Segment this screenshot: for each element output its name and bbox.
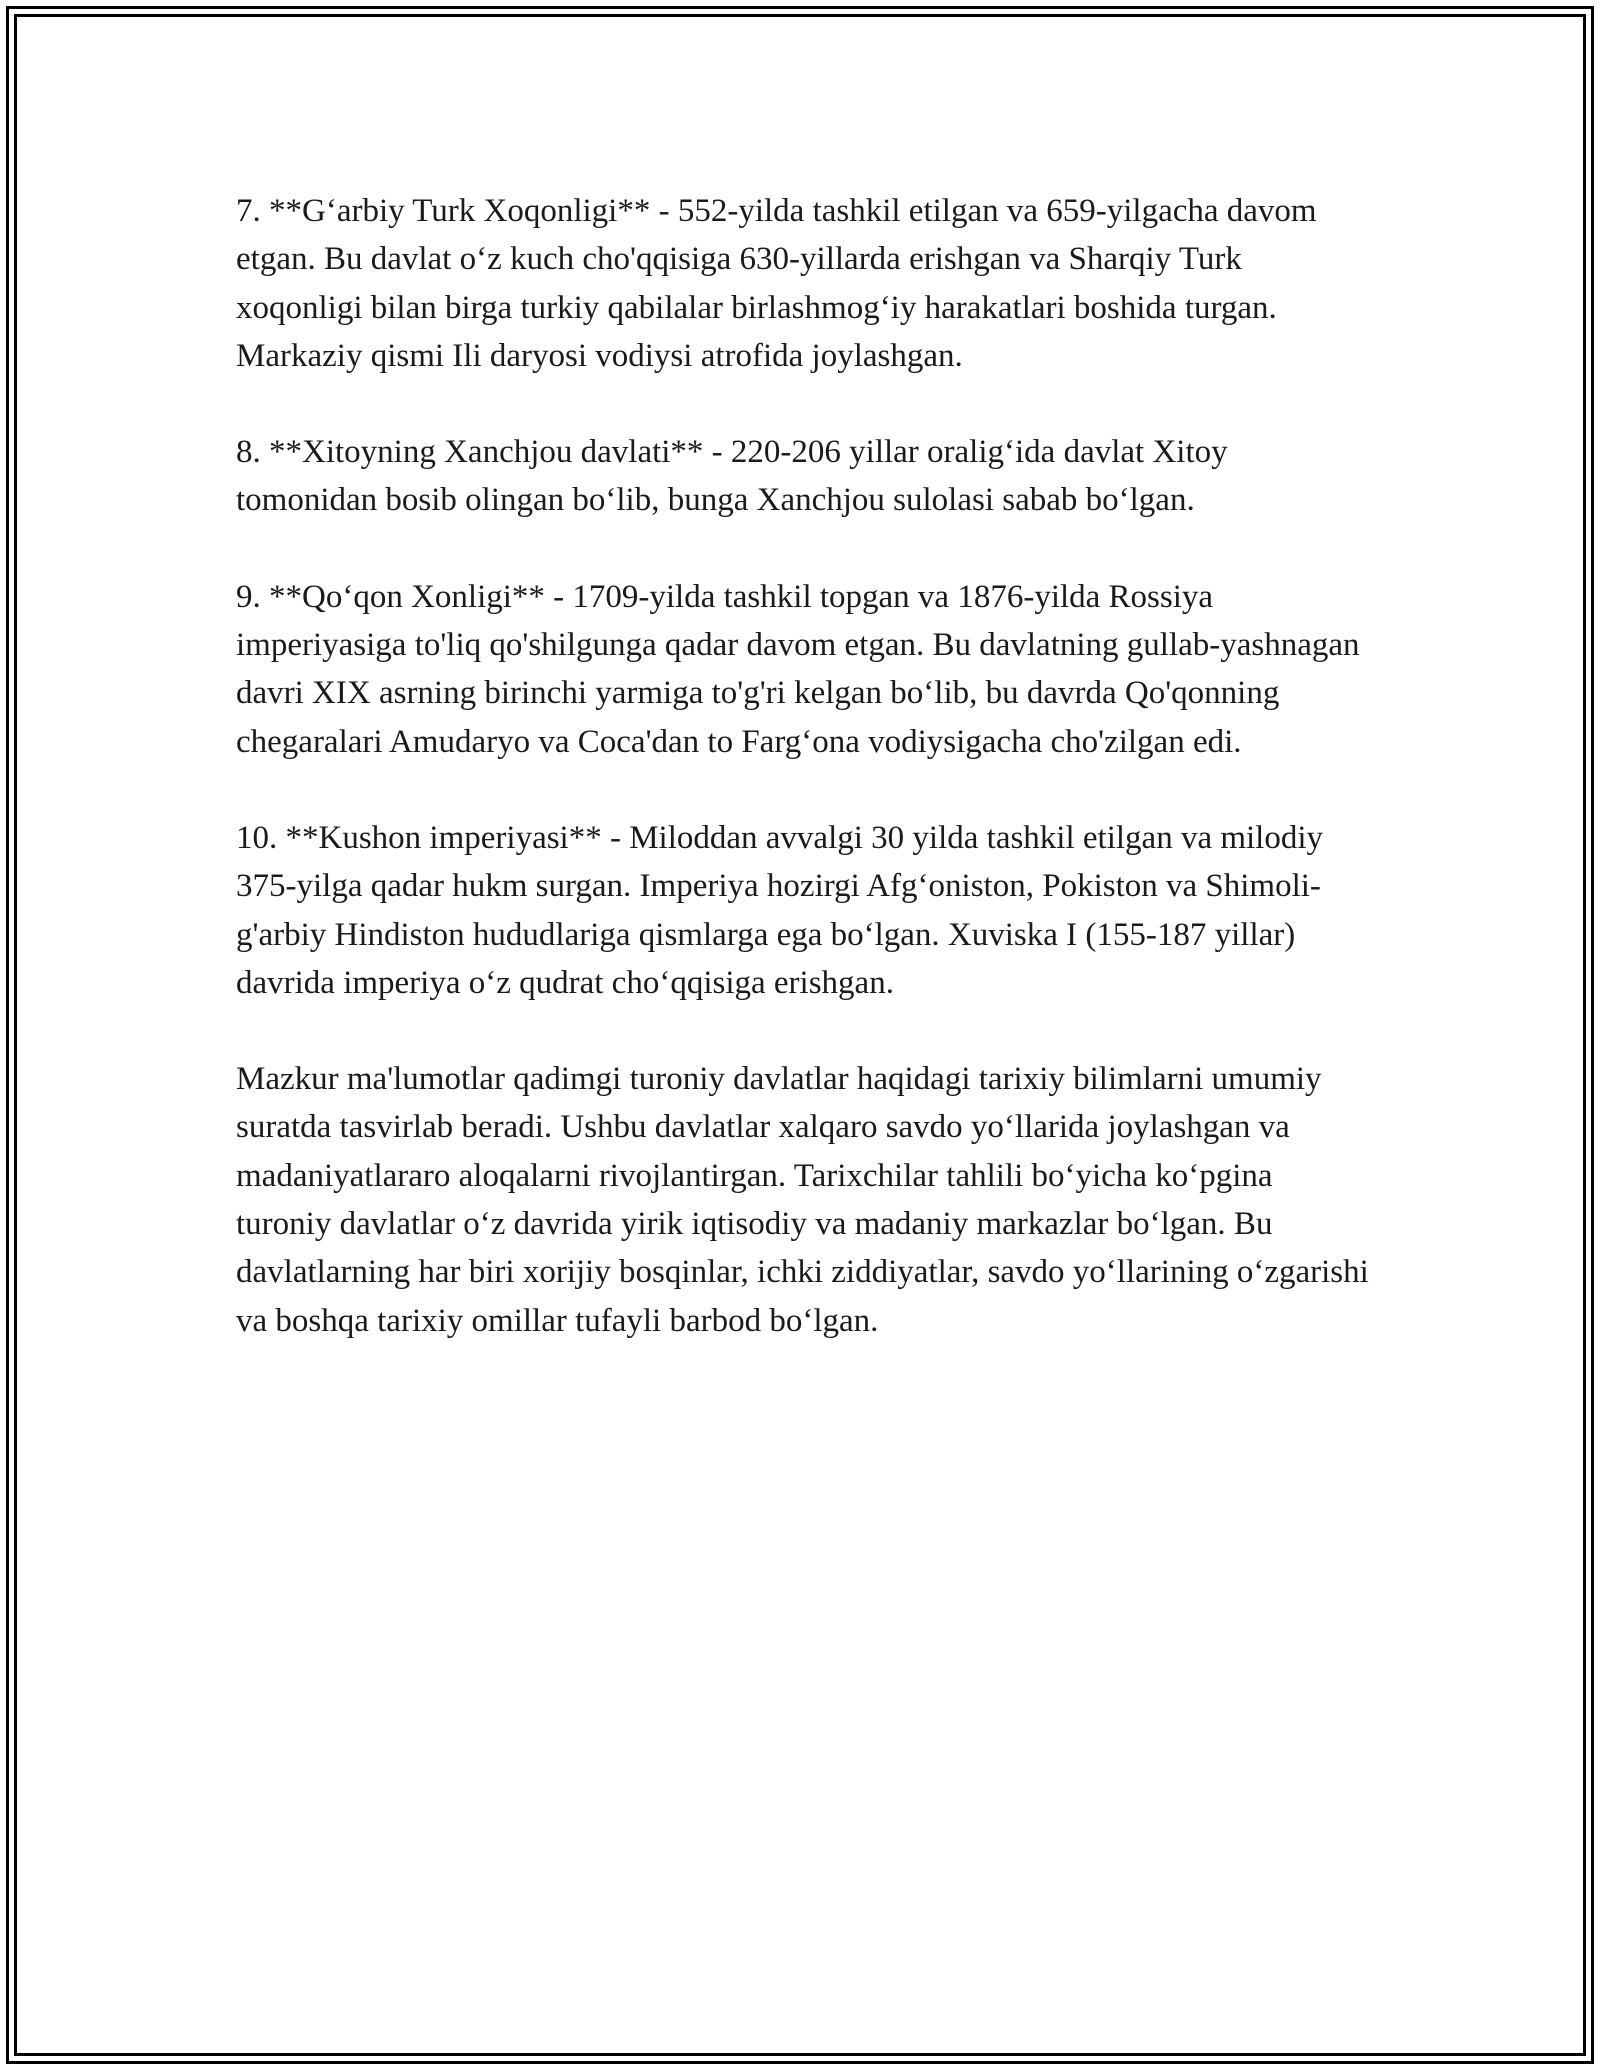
document-body	[236, 187, 1376, 1393]
paragraph-gharbiy-turk-xoqonligi: 7. **G‘arbiy Turk Xoqonligi** - 552-yilda tashkil etilgan va 659-yilgacha davom etgan. Bu davlat o‘z kuch cho'qqisiga 630-yillarda erishgan va Sharqiy Turk xoqonligi bilan birga turkiy qabilalar birlashmog‘iy harakatlari boshida turgan. Markaziy qismi Ili daryosi vodiysi atrofida joylashgan.	[236, 193, 1317, 374]
paragraph-xitoyning-xanchjou-davlati: 8. **Xitoyning Xanchjou davlati** - 220-206 yillar oralig‘ida davlat Xitoy tomonidan bosib olingan bo‘lib, bunga Xanchjou sulolasi sabab bo‘lgan.	[236, 434, 1228, 519]
paragraph-summary: Mazkur ma'lumotlar qadimgi turoniy davlatlar haqidagi tarixiy bilimlarni umumiy suratda tasvirlab beradi. Ushbu davlatlar xalqaro savdo yo‘llarida joylashgan va madaniyatlararo aloqalarni rivojlantirgan. Tarixchilar tahlili bo‘yicha ko‘pgina turoniy davlatlar o‘z davrida yirik iqtisodiy va madaniy markazlar bo‘lgan. Bu davlatlarning har biri xorijiy bosqinlar, ichki ziddiyatlar, savdo yo‘llarining o‘zgarishi va boshqa tarixiy omillar tufayli barbod bo‘lgan.	[236, 1061, 1369, 1339]
paragraph-kushon-imperiyasi: 10. **Kushon imperiyasi** - Miloddan avvalgi 30 yilda tashkil etilgan va milodiy 375-yilga qadar hukm surgan. Imperiya hozirgi Afg‘oniston, Pokiston va Shimoli-g'arbiy Hindiston hududlariga qismlarga ega bo‘lgan. Xuviska I (155-187 yillar) davrida imperiya o‘z qudrat cho‘qqisiga erishgan.	[236, 819, 1324, 1001]
paragraph-qoqon-xonligi: 9. **Qo‘qon Xonligi** - 1709-yilda tashkil topgan va 1876-yilda Rossiya imperiyasiga to'liq qo'shilgunga qadar davom etgan. Bu davlatning gullab-yashnagan davri XIX asrning birinchi yarmiga to'g'ri kelgan bo‘lib, bu davrda Qo'qonning chegaralari Amudaryo va Coca'dan to Farg‘ona vodiysigacha cho'zilgan edi.	[236, 578, 1360, 760]
